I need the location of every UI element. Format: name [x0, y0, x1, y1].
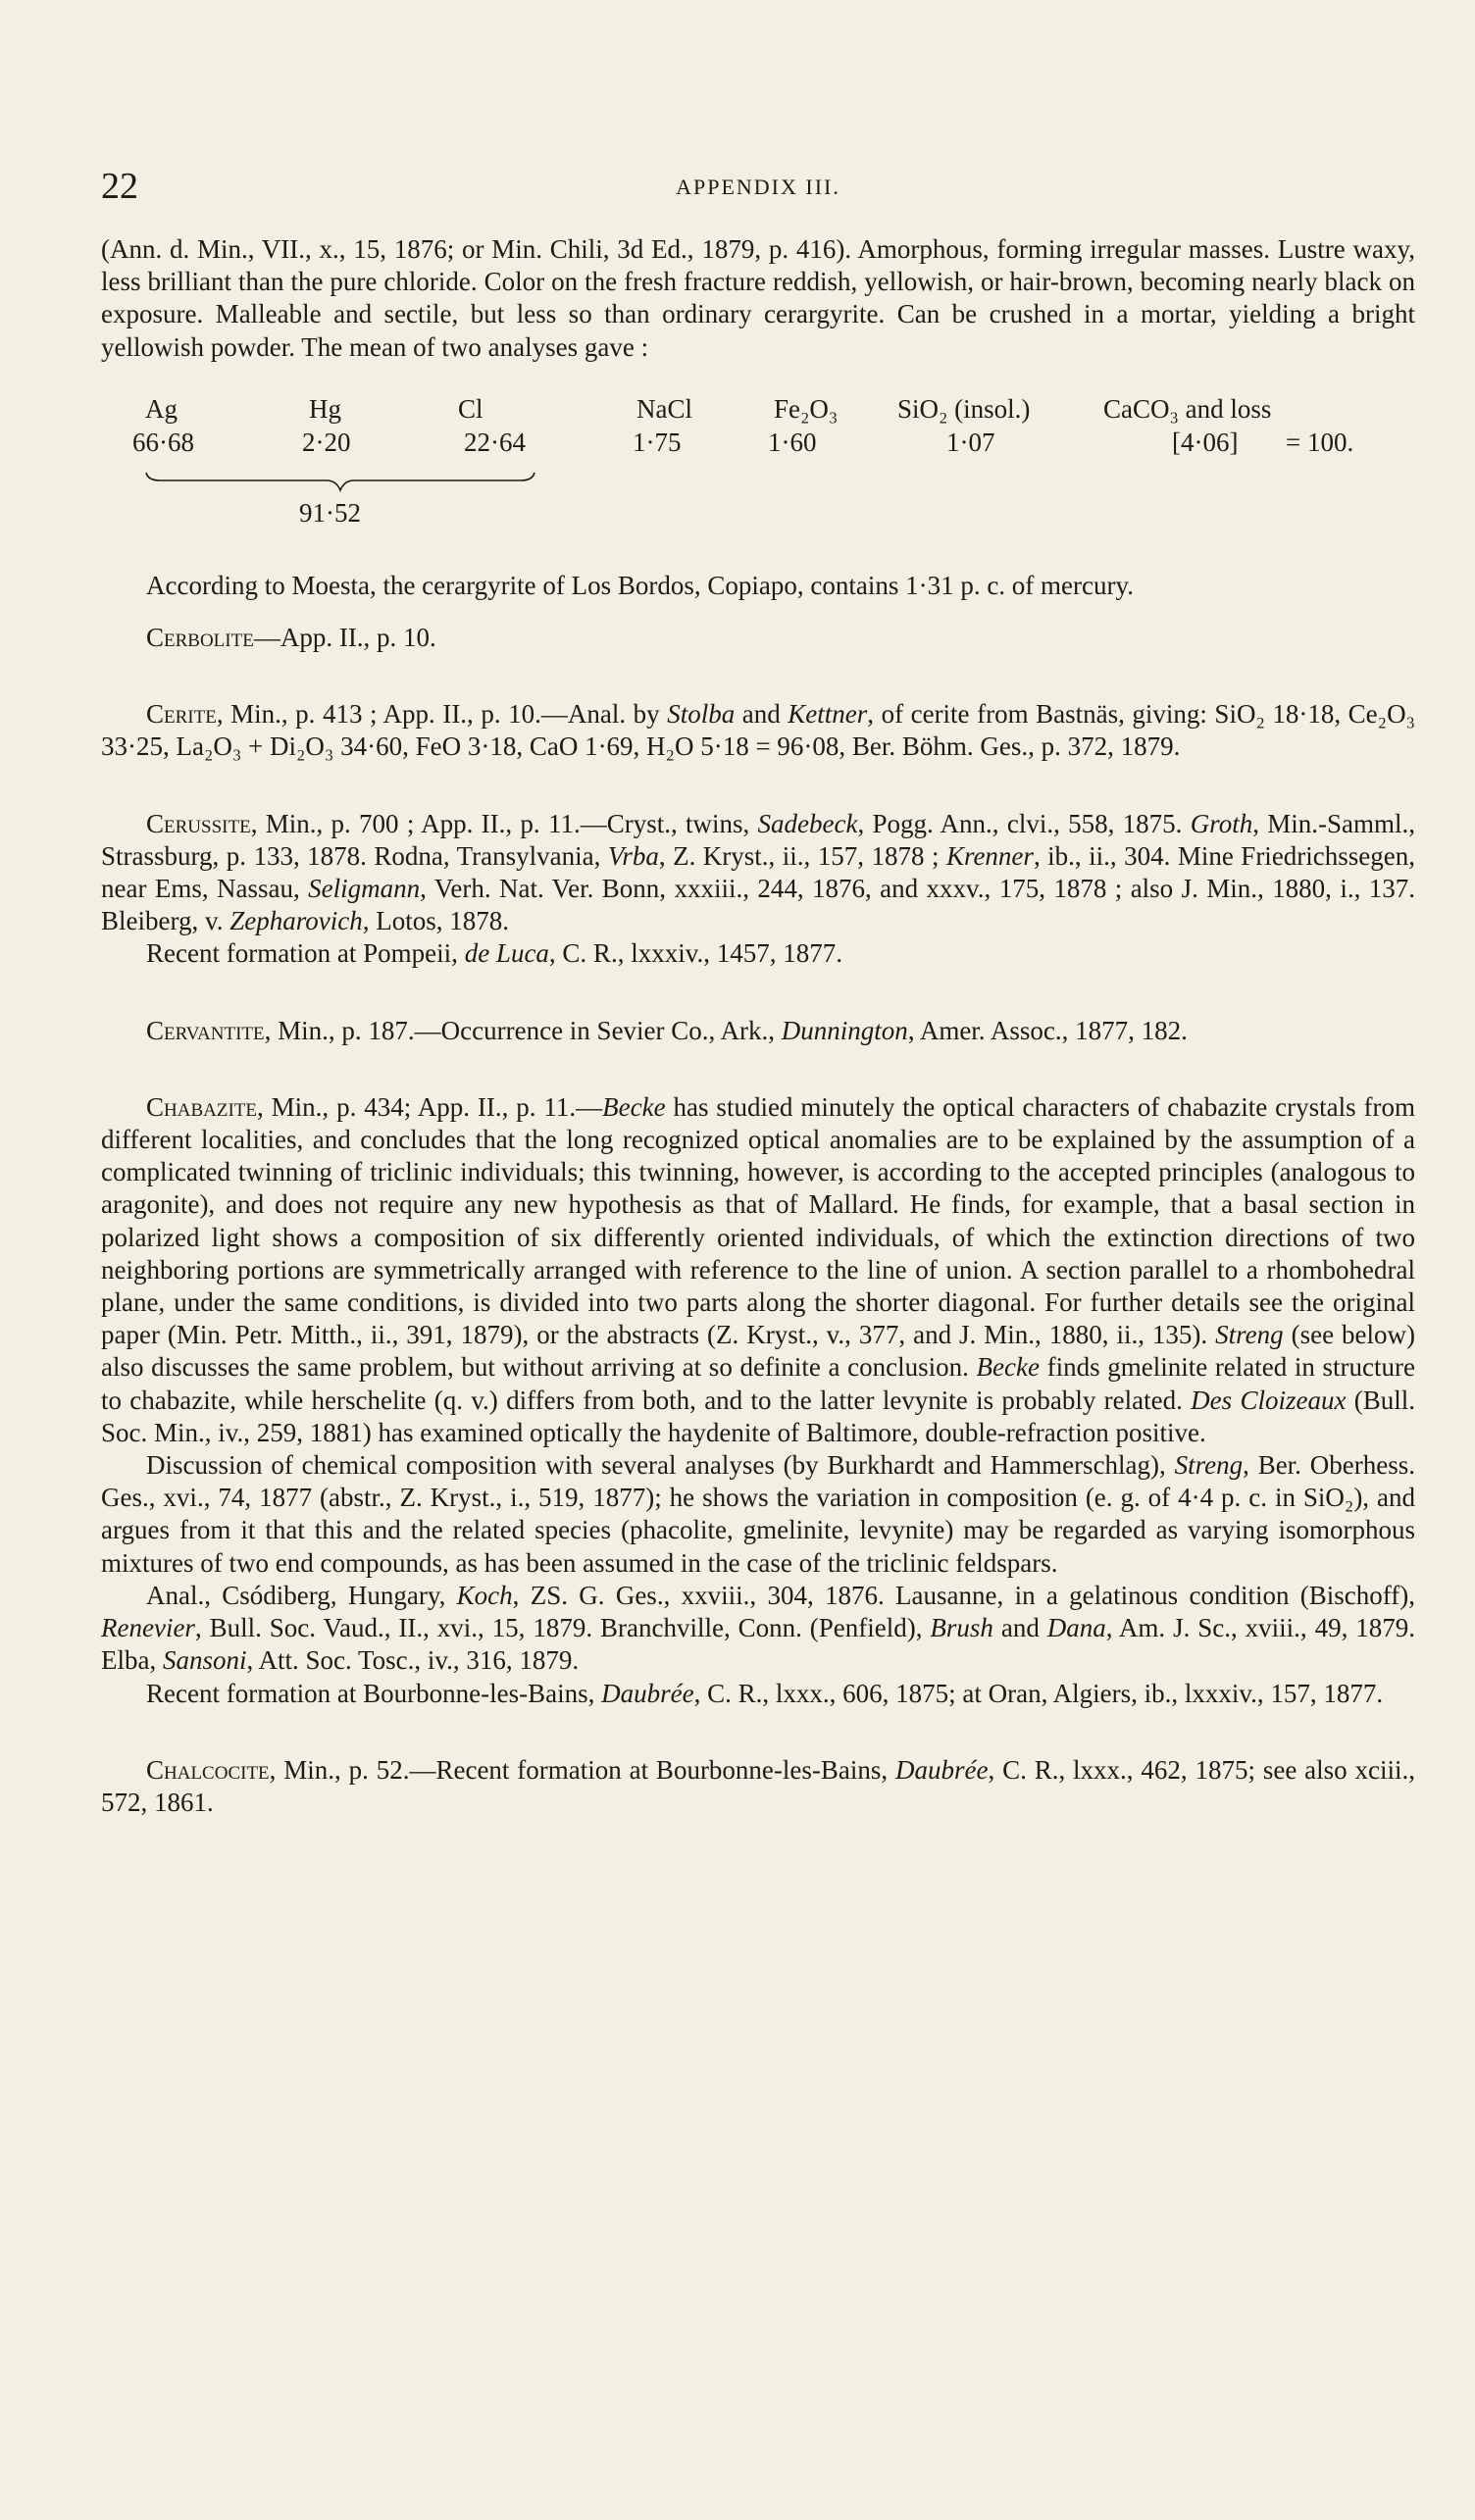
- entry-name: Cerite: [146, 699, 217, 730]
- analysis-header-sio2: SiO₂ (insol.): [897, 393, 1031, 424]
- analysis-value-cl: 22·64: [464, 427, 526, 457]
- analysis-value-hg: 2·20: [302, 427, 351, 457]
- analysis-header-nacl: NaCl: [636, 393, 692, 424]
- entry-name: Cerussite: [146, 808, 251, 838]
- page-header: [101, 165, 1415, 207]
- analysis-table: [101, 393, 1415, 570]
- moesta-paragraph: According to Moesta, the cerargyrite of Los Bordos, Copiapo, contains 1·31 p. c. of mercury.: [146, 570, 1134, 600]
- entry-cerbolite: Cerbolite—App. II., p. 10.: [146, 623, 436, 653]
- entry-name: Cervantite: [146, 1015, 265, 1045]
- analysis-header-hg: Hg: [309, 393, 341, 424]
- analysis-header-cl: Cl: [458, 393, 483, 424]
- analysis-header-fe2o3: Fe₂O₃: [774, 393, 839, 424]
- analysis-sum: 91·52: [299, 497, 361, 528]
- entry-chabazite: Chabazite, Min., p. 434; App. II., p. 11.—Becke has studied minutely the optical characters of chabazite crystals from different localities, and concludes that the long recognized optical anomalies are to be explained by the assumption of a complicated twinning of triclinic individuals; this twinning, however, is according to the accepted principles (analogous to aragonite), and does not require any new hypothesis as that of Mallard. He finds, for example, that a basal section in polarized light shows a composition of six differently oriented individuals, of which the extinction directions of two neighboring portions are symmetrically arranged with reference to the line of union. A section parallel to a rhombohedral plane, under the same conditions, is divided into two parts along the shorter diagonal. For further details see the original paper (Min. Petr. Mitth., ii., 391, 1879), or the abstracts (Z. Kryst., v., 377, and J. Min., 1880, ii., 135). Streng (see below) also discusses the same problem, but without arriving at so definite a conclusion. Becke finds gmelinite related in structure to chabazite, while herschelite (q. v.) differs from both, and to the latter levynite is probably related. Des Cloizeaux (Bull. Soc. Min., iv., 259, 1881) has examined optically the haydenite of Baltimore, double-refraction positive. Discussion of chemical composition with several analyses (by Burkhardt and Hammerschlag), Streng, Ber. Oberhess. Ges., xvi., 74, 1877 (abstr., Z. Kryst., i., 519, 1877); he shows the variation in composition (e. g. of 4·4 p. c. in SiO₂), and argues from it that this and the related species (phacolite, gmelinite, levynite) may be regarded as varying isomorphous mixtures of two end compounds, as has been assumed in the case of the triclinic feldspars. Anal., Csódiberg, Hungary, Koch, ZS. G. Ges., xxviii., 304, 1876. Lausanne, in a gelatinous condition (Bischoff), Renevier, Bull. Soc. Vaud., II., xvi., 15, 1879. Branchville, Conn. (Penfield), Brush and Dana, Am. J. Sc., xviii., 49, 1879. Elba, Sansoni, Att. Soc. Tosc., iv., 316, 1879. Recent formation at Bourbonne-les-Bains, Daubrée, C. R., lxxx., 606, 1875; at Oran, Algiers, ib., lxxxiv., 157, 1877.: [101, 1091, 1415, 1708]
- analysis-total: = 100.: [1286, 427, 1354, 457]
- entry-chalcocite: Chalcocite, Min., p. 52.—Recent formation at Bourbonne-les-Bains, Daubrée, C. R., lxxx., 462, 1875; see also xciii., 572, 1861.: [101, 1754, 1415, 1817]
- entry-name: Chalcocite: [146, 1754, 270, 1785]
- page-number: 22: [101, 166, 138, 207]
- running-head: APPENDIX III.: [676, 175, 840, 199]
- entry-cervantite: Cervantite, Min., p. 187.—Occurrence in Sevier Co., Ark., Dunnington, Amer. Assoc., 1877, 182.: [146, 1015, 1188, 1045]
- entry-name: Chabazite: [146, 1091, 257, 1122]
- analysis-header-caco3: CaCO₃ and loss: [1103, 393, 1272, 424]
- intro-paragraph: (Ann. d. Min., VII., x., 15, 1876; or Min. Chili, 3d Ed., 1879, p. 416). Amorphous, forming irregular masses. Lustre waxy, less brilliant than the pure chloride. Color on the fresh fracture reddish, yellowish, or hair-brown, becoming nearly black on exposure. Malleable and sectile, but less so than ordinary cerargyrite. Can be crushed in a mortar, yielding a bright yellowish powder. The mean of two analyses gave :: [101, 234, 1415, 362]
- analysis-header-ag: Ag: [145, 393, 178, 424]
- analysis-value-ag: 66·68: [132, 427, 194, 457]
- page-body: [101, 233, 1415, 1819]
- entry-cerussite: Cerussite, Min., p. 700 ; App. II., p. 11.—Cryst., twins, Sadebeck, Pogg. Ann., clvi., 558, 1875. Groth, Min.-Samml., Strassburg, p. 133, 1878. Rodna, Transylvania, Vrba, Z. Kryst., ii., 157, 1878 ; Krenner, ib., ii., 304. Mine Friedrichssegen, near Ems, Nassau, Seligmann, Verh. Nat. Ver. Bonn, xxxiii., 244, 1876, and xxxv., 175, 1878 ; also J. Min., 1880, i., 137. Bleiberg, v. Zepharovich, Lotos, 1878. Recent formation at Pompeii, de Luca, C. R., lxxxiv., 1457, 1877.: [101, 808, 1416, 969]
- analysis-value-fe2o3: 1·60: [768, 427, 817, 457]
- analysis-value-nacl: 1·75: [633, 427, 682, 457]
- entry-cerite: Cerite, Min., p. 413 ; App. II., p. 10.—Anal. by Stolba and Kettner, of cerite from Bastnäs, giving: SiO₂ 18·18, Ce₂O₃ 33·25, La₂O₃ + Di₂O₃ 34·60, FeO 3·18, CaO 1·69, H₂O 5·18 = 96·08, Ber. Böhm. Ges., p. 372, 1879.: [101, 699, 1415, 762]
- analysis-value-loss: [4·06]: [1172, 427, 1239, 457]
- entry-name: Cerbolite: [146, 623, 254, 653]
- sum-brace: [144, 470, 536, 493]
- analysis-value-sio2: 1·07: [946, 427, 995, 457]
